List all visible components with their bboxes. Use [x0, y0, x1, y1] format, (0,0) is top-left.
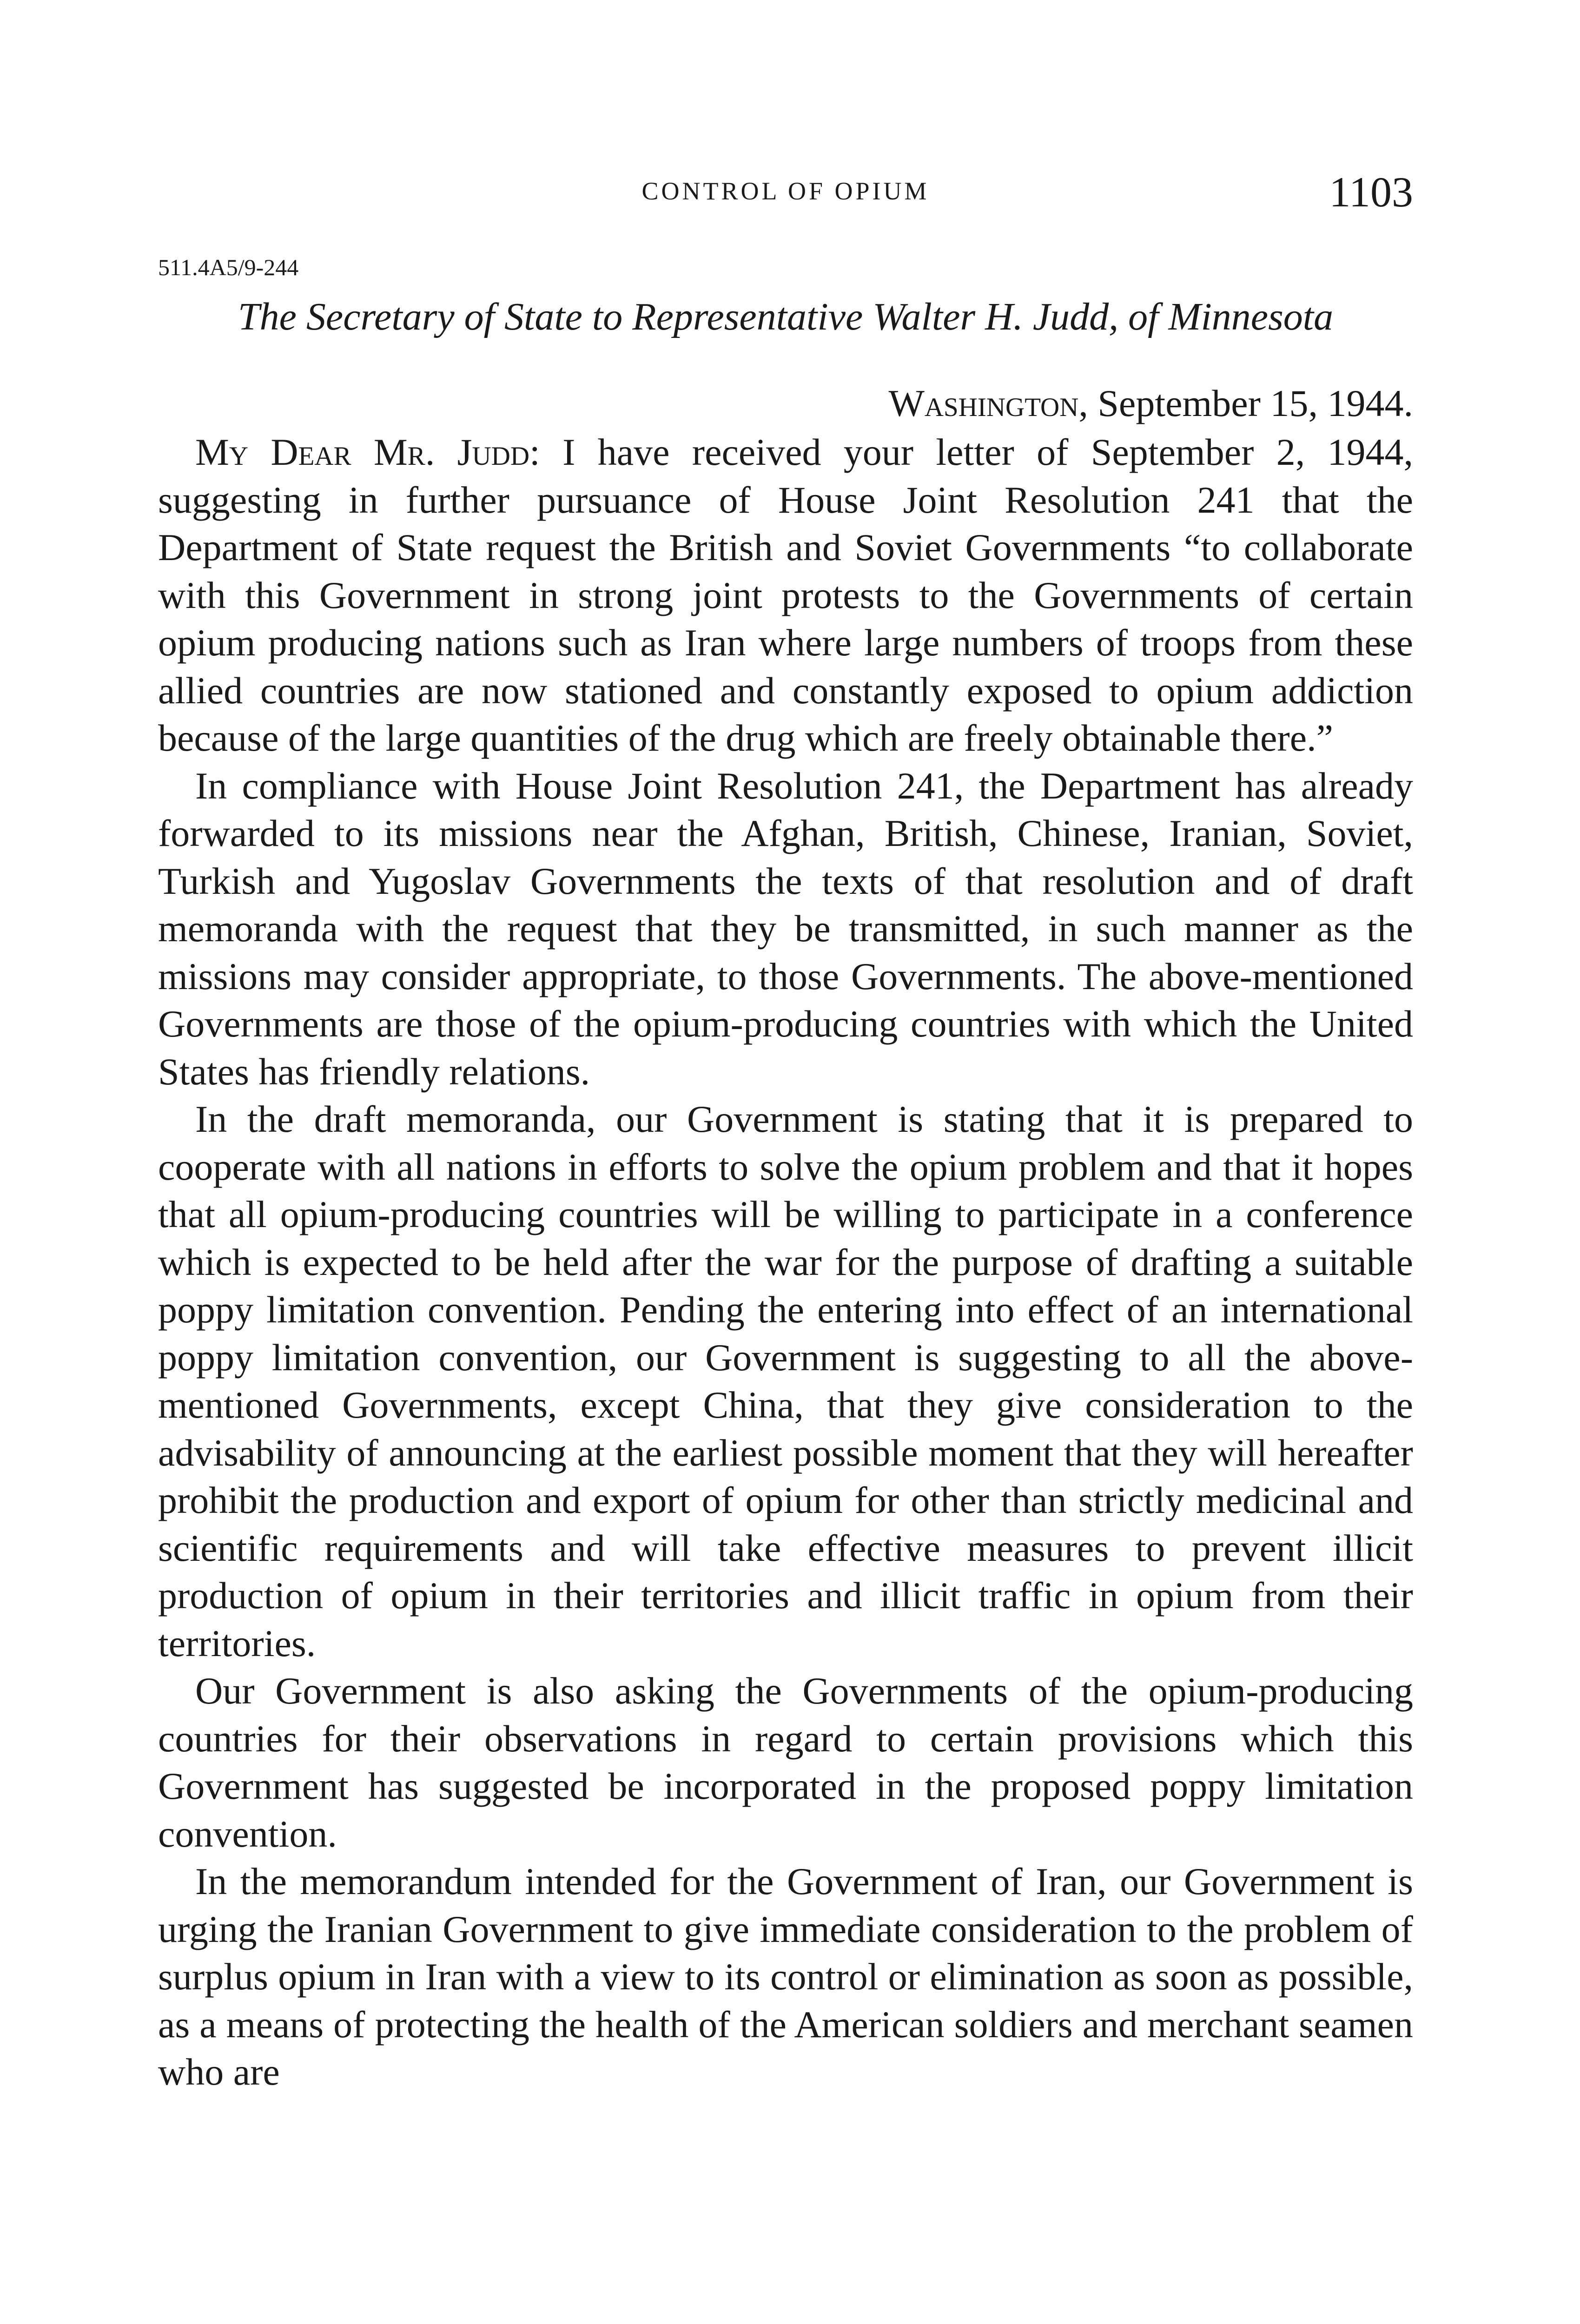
paragraph-1-text: : I have received your letter of September 2, 1944, suggesting in further pursuance of House Joint Resolution 241 that the Department of State request the British and Soviet Governments “to collaborate with this Government in strong joint protests to the Governments of certain opium producing nations such as Iran where large numbers of troops from these allied countries are now stationed and constantly exposed to opium addiction because of the large quantities of the drug which are freely obtainable there.” [158, 431, 1413, 759]
page-number: 1103 [1329, 168, 1413, 216]
running-head: CONTROL OF OPIUM [641, 177, 930, 205]
dateline [158, 378, 1413, 429]
paragraph-5: In the memorandum intended for the Government of Iran, our Government is urging the Iranian Government to give immediate consideration to the problem of surplus opium in Iran with a view to its control or elimination as soon as possible, as a means of protecting the health of the American soldiers and merchant seamen who are [158, 1860, 1413, 2093]
paragraph-3: In the draft memoranda, our Government is stating that it is prepared to cooperate with all nations in efforts to solve the opium problem and that it hopes that all opium-producing countries will be willing to participate in a conference which is expected to be held after the war for the purpose of drafting a suitable poppy limitation convention. Pending the entering into effect of an international poppy limitation convention, our Government is suggesting to all the above-mentioned Governments, except China, that they give consideration to the advisability of announcing at the earliest possible moment that they will hereafter prohibit the production and export of opium for other than strictly medicinal and scientific requirements and will take effective measures to prevent illicit production of opium in their territories and illicit traffic in opium from their territories. [158, 1098, 1413, 1664]
document-page [158, 167, 1413, 2096]
paragraph-1 [158, 429, 1413, 762]
salutation: My Dear Mr. Judd [195, 431, 530, 473]
letter-body [158, 429, 1413, 2096]
page-header [158, 167, 1413, 218]
file-number: 511.4A5/9-244 [158, 254, 299, 280]
paragraph-2: In compliance with House Joint Resolution 241, the Department has already forwarded to its missions near the Afghan, British, Chinese, Iranian, Soviet, Turkish and Yugoslav Governments the texts of that resolution and of draft memoranda with the request that they be transmitted, in such manner as the missions may consider appropriate, to those Governments. The above-mentioned Governments are those of the opium-producing countries with which the United States has friendly relations. [158, 764, 1413, 1093]
dateline-place: Washington [888, 382, 1079, 424]
dateline-date: , September 15, 1944. [1078, 382, 1413, 424]
paragraph-4: Our Government is also asking the Governments of the opium-producing countries for their observations in regard to certain provisions which this Government has suggested be incorporated in the proposed poppy limitation convention. [158, 1670, 1413, 1855]
document-title: The Secretary of State to Representative Walter H. Judd, of Minnesota [238, 295, 1334, 338]
